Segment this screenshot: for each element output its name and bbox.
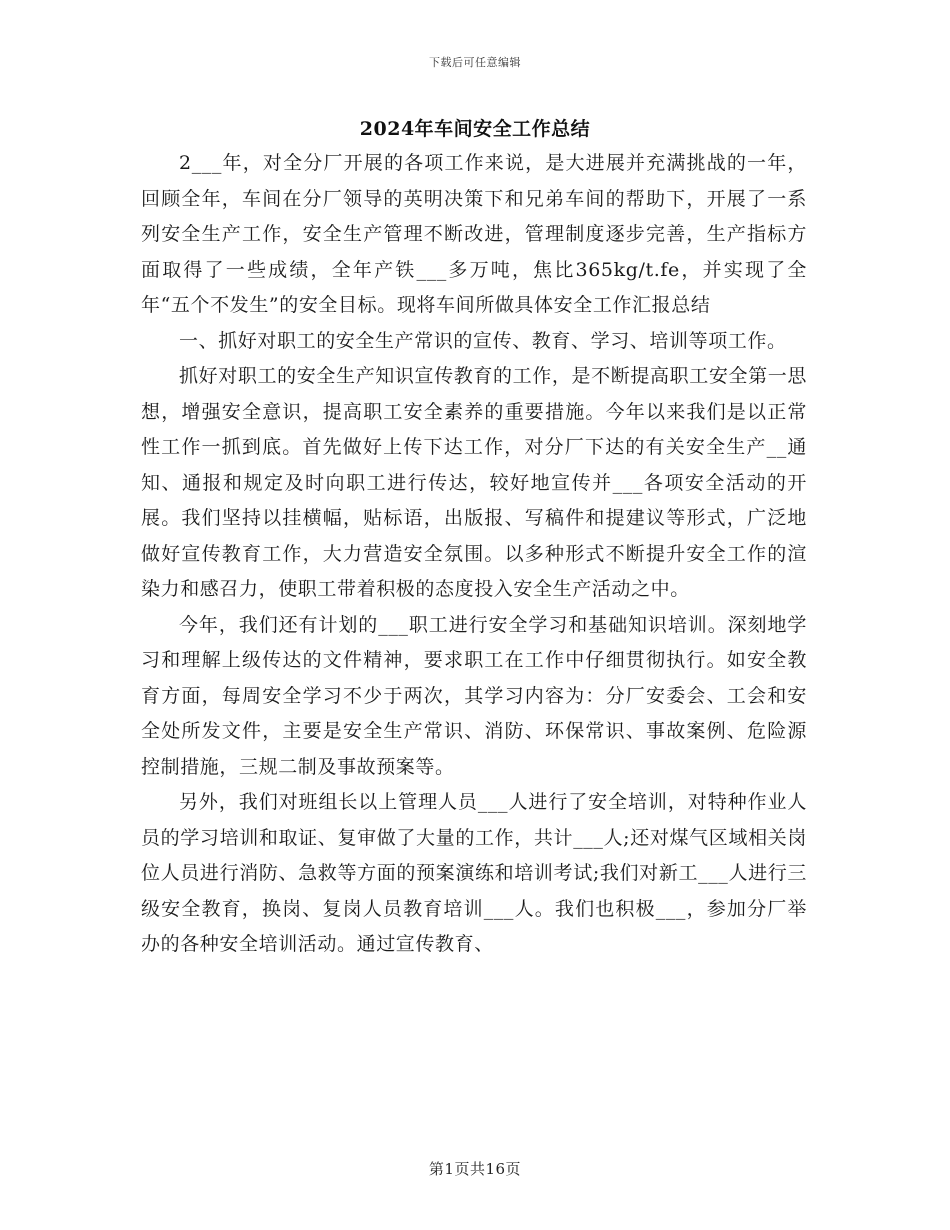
paragraph-section-heading: 一、抓好对职工的安全生产常识的宣传、教育、学习、培训等项工作。 bbox=[179, 329, 787, 352]
document-body bbox=[141, 146, 807, 963]
page-number: 第1页共16页 bbox=[428, 1160, 522, 1178]
paragraph-training-plan: 今年，我们还有计划的___职工进行安全学习和基础知识培训。深刻地学习和理解上级传达的文件精神，要求职工在工作中仔细贯彻执行。如安全教育方面，每周安全学习不少于两次，其学习内容为：分厂安委会、工会和安全处所发文件，主要是安全生产常识、消防、环保常识、事故案例、危险源控制措施，三规二制及事故预案等。 bbox=[141, 613, 807, 778]
paragraph-intro: 2___年，对全分厂开展的各项工作来说，是大进展并充满挑战的一年，回顾全年，车间在分厂领导的英明决策下和兄弟车间的帮助下，开展了一系列安全生产工作，安全生产管理不断改进，管理制度逐步完善，生产指标方面取得了一些成绩，全年产铁___多万吨，焦比365kg/t.fe，并实现了全年“五个不发生”的安全目标。现将车间所做具体安全工作汇报总结 bbox=[141, 152, 807, 316]
paragraph-additional-training: 另外，我们对班组长以上管理人员___人进行了安全培训，对特种作业人员的学习培训和取证、复审做了大量的工作，共计___人;还对煤气区域相关岗位人员进行消防、急救等方面的预案演练和培训考试;我们对新工___人进行三级安全教育，换岗、复岗人员教育培训___人。我们也积极___，参加分厂举办的各种安全培训活动。通过宣传教育、 bbox=[141, 791, 807, 955]
document-title: 2024年车间安全工作总结 bbox=[359, 118, 591, 140]
header-note: 下载后可任意编辑 bbox=[429, 56, 521, 69]
paragraph-safety-education: 抓好对职工的安全生产知识宣传教育的工作，是不断提高职工安全第一思想，增强安全意识，提高职工安全素养的重要措施。今年以来我们是以正常性工作一抓到底。首先做好上传下达工作，对分厂下达的有关安全生产__通知、通报和规定及时向职工进行传达，较好地宣传并___各项安全活动的开展。我们坚持以挂横幅，贴标语，出版报、写稿件和提建议等形式，广泛地做好宣传教育工作，大力营造安全氛围。以多种形式不断提升安全工作的渲染力和感召力，使职工带着积极的态度投入安全生产活动之中。 bbox=[141, 365, 807, 600]
